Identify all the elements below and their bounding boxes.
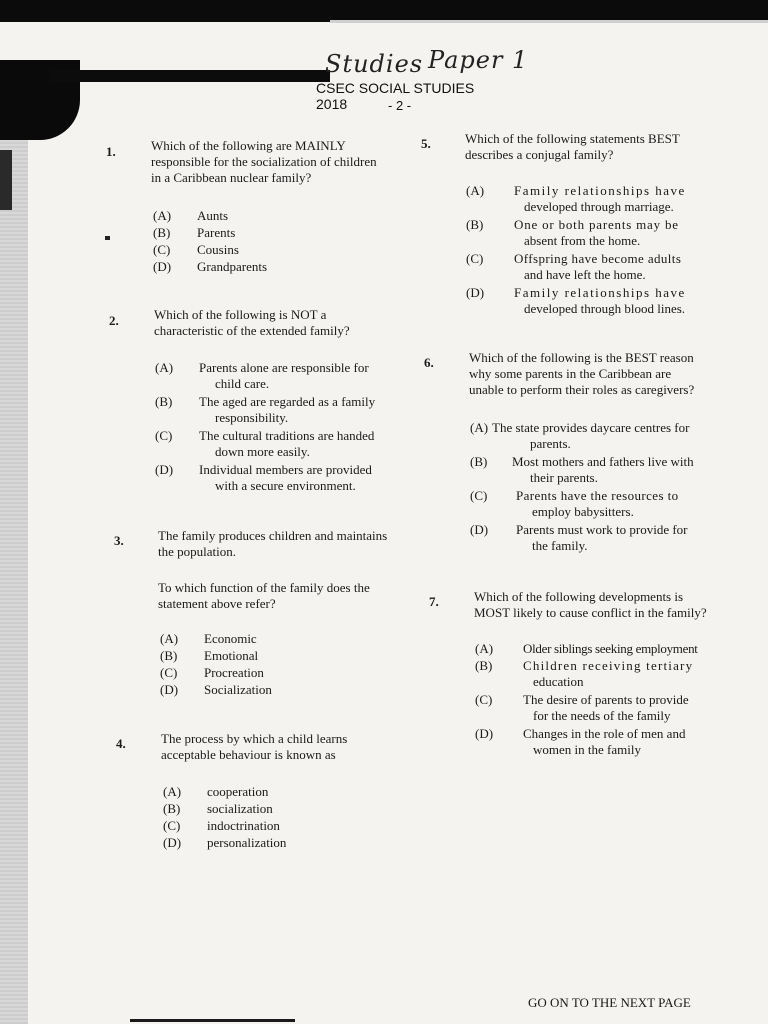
question-3-stem-2: To which function of the family does the statement above refer? bbox=[158, 580, 370, 611]
question-4-number: 4. bbox=[116, 736, 126, 751]
page-top-edge bbox=[330, 20, 768, 23]
question-7-number: 7. bbox=[429, 594, 439, 609]
question-3-stem: The family produces children and maintains the population. bbox=[158, 528, 388, 559]
pen-mark bbox=[105, 236, 110, 240]
handwritten-subject: Studies bbox=[325, 50, 424, 78]
question-2-number: 2. bbox=[109, 313, 119, 328]
question-4-stem: The process by which a child learns acceptable behaviour is known as bbox=[161, 731, 348, 762]
question-6-stem: Which of the following is the BEST reason why some parents in the Caribbean are unable to perform their roles as caregivers? bbox=[469, 350, 695, 397]
question-number: 1. bbox=[106, 144, 116, 159]
exam-year: 2018 bbox=[316, 96, 348, 112]
handwritten-paper: Paper 1 bbox=[428, 46, 529, 74]
redaction-bar bbox=[50, 70, 330, 82]
footer-next-page: GO ON TO THE NEXT PAGE bbox=[528, 995, 691, 1010]
scan-top-shadow bbox=[0, 0, 768, 22]
scan-left-margin bbox=[0, 140, 28, 1024]
page-number: - 2 - bbox=[388, 98, 412, 113]
scan-left-shadow bbox=[0, 150, 12, 210]
question-7-stem: Which of the following developments is MOST likely to cause conflict in the family? bbox=[474, 589, 707, 620]
question-5-stem: Which of the following statements BEST describes a conjugal family? bbox=[465, 131, 680, 162]
question-5-number: 5. bbox=[421, 136, 431, 151]
question-3-number: 3. bbox=[114, 533, 124, 548]
question-6-number: 6. bbox=[424, 355, 434, 370]
question-2-stem: Which of the following is NOT a characteristic of the extended family? bbox=[154, 307, 350, 338]
question-stem: Which of the following are MAINLY responsible for the socialization of children in a Caribbean nuclear family? bbox=[151, 138, 377, 185]
bottom-scan-line bbox=[130, 1019, 295, 1022]
exam-title: CSEC SOCIAL STUDIES bbox=[316, 80, 475, 96]
